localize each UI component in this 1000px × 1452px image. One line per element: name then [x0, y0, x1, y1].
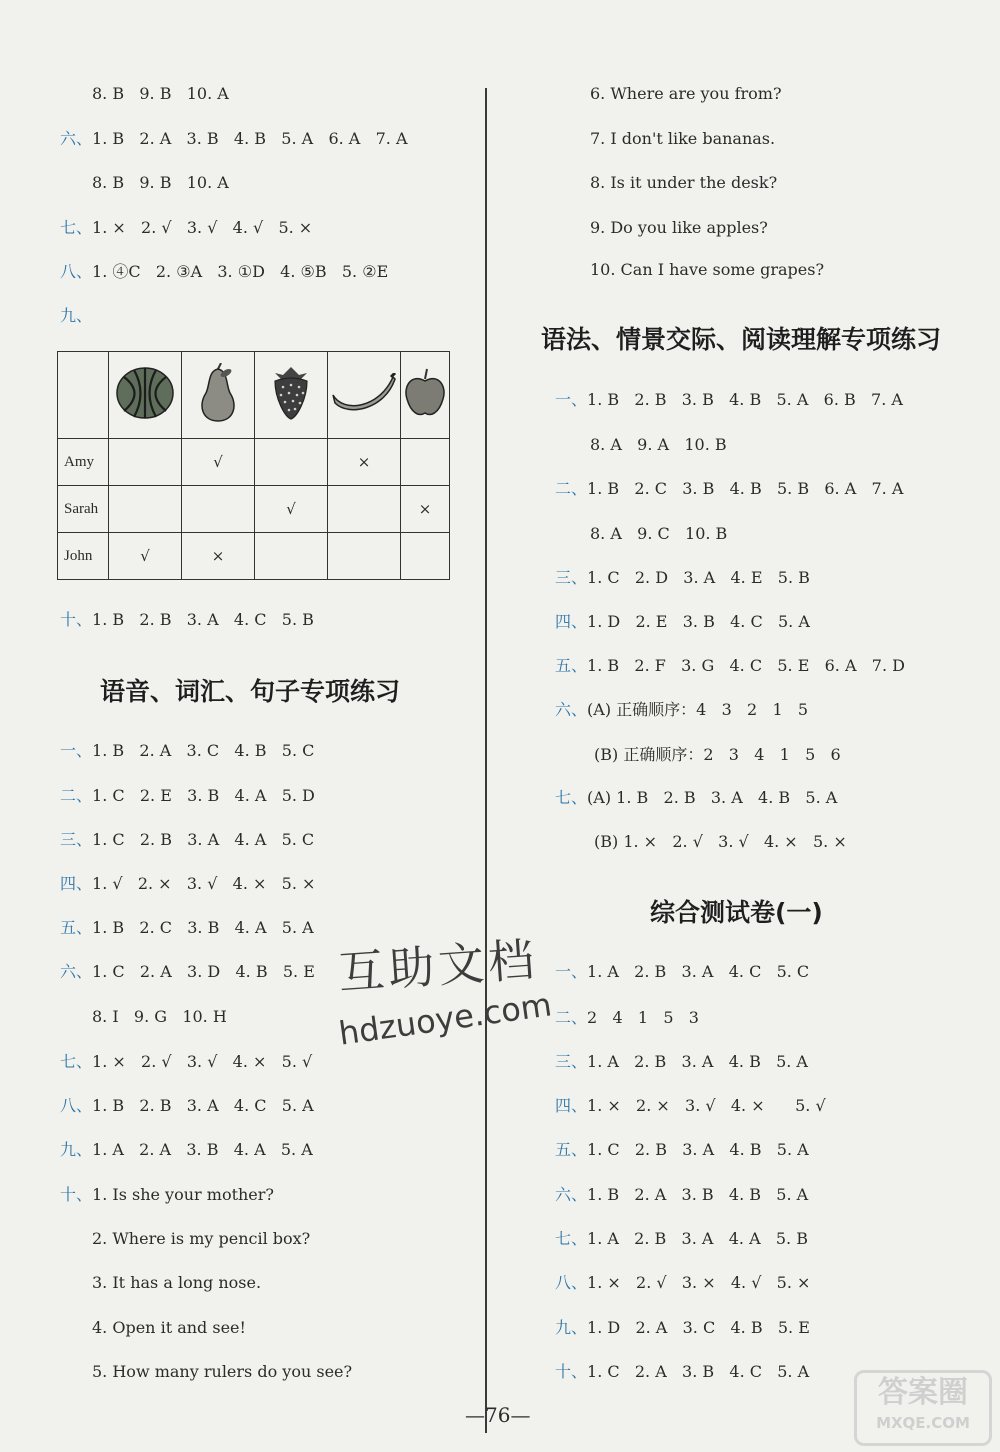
mark-cell: [109, 439, 182, 486]
answer-text: 1. B 2. B 3. A 4. C 5. B: [92, 610, 314, 629]
fruit-table-row: [58, 486, 450, 533]
answer-text: 8. Is it under the desk?: [590, 173, 778, 192]
answer-line: [60, 786, 315, 806]
question-number: 一、: [555, 962, 588, 981]
banana-icon: [328, 352, 401, 439]
answer-line: [590, 435, 727, 455]
answer-line: [555, 1185, 808, 1205]
mark-cell: [401, 439, 450, 486]
question-number: 七、: [60, 1052, 93, 1071]
answer-text: 1. B 2. C 3. B 4. A 5. A: [92, 918, 314, 937]
question-number: 十、: [60, 1185, 93, 1204]
question-number: 六、: [60, 962, 93, 981]
row-name: John: [58, 533, 109, 580]
answer-line: [590, 129, 775, 149]
answer-line: [60, 306, 92, 326]
question-number: 四、: [60, 874, 93, 893]
mark-cell: [328, 533, 401, 580]
mark-cell: [401, 533, 450, 580]
answer-line: [590, 84, 782, 104]
answer-line: [92, 1362, 352, 1382]
row-name: Sarah: [58, 486, 109, 533]
answer-text: 1. B 2. C 3. B 4. B 5. B 6. A 7. A: [587, 479, 904, 498]
answer-line: [60, 962, 315, 982]
answer-line: [92, 1007, 227, 1027]
question-number: 六、: [555, 700, 588, 719]
pear-icon: [182, 352, 255, 439]
fruit-table-header-row: [58, 352, 450, 439]
watermark-chinese: 互助文档: [336, 932, 540, 1000]
answer-text: 2 4 1 5 3: [587, 1008, 699, 1027]
answer-line: [60, 918, 314, 938]
answer-text: 1. B 2. B 3. B 4. B 5. A 6. B 7. A: [587, 390, 903, 409]
question-number: 五、: [555, 656, 588, 675]
answer-line: [590, 173, 777, 193]
question-number: 三、: [555, 568, 588, 587]
answer-line: [590, 524, 727, 544]
answer-line: [60, 129, 408, 149]
answer-line: [555, 612, 810, 632]
answer-text: 9. Do you like apples?: [590, 218, 768, 237]
question-number: 三、: [60, 830, 93, 849]
mark-cell: ×: [328, 439, 401, 486]
site-stamp: [854, 1370, 992, 1446]
answer-text: 10. Can I have some grapes?: [590, 260, 825, 279]
question-number: 九、: [60, 306, 93, 325]
question-number: 一、: [60, 741, 93, 760]
apple-icon: [401, 352, 450, 439]
answer-line: [555, 1318, 810, 1338]
answer-line: [60, 218, 312, 238]
answer-text: 1. B 2. A 3. C 4. B 5. C: [92, 741, 315, 760]
answer-line: [555, 1229, 808, 1249]
question-number: 七、: [555, 1229, 588, 1248]
answer-text: 1. A 2. B 3. A 4. B 5. A: [587, 1052, 808, 1071]
answer-text: 1. × 2. √ 3. √ 4. √ 5. ×: [92, 218, 313, 237]
answer-text: 1. ④C 2. ③A 3. ①D 4. ⑤B 5. ②E: [92, 262, 389, 281]
answer-text: 1. A 2. B 3. A 4. C 5. C: [587, 962, 810, 981]
answer-line: [60, 1096, 314, 1116]
question-number: 八、: [60, 1096, 93, 1115]
answer-text: 1. C 2. E 3. B 4. A 5. D: [92, 786, 315, 805]
question-number: 七、: [555, 788, 588, 807]
answer-text: 4. Open it and see!: [92, 1318, 246, 1337]
strawberry-icon: [255, 352, 328, 439]
question-number: 八、: [60, 262, 93, 281]
answer-line: [555, 479, 903, 499]
question-number: 四、: [555, 612, 588, 631]
answer-line: [555, 1008, 699, 1028]
page-number: —76—: [465, 1403, 531, 1427]
mark-cell: ×: [182, 533, 255, 580]
answer-text: 1. C 2. B 3. A 4. B 5. A: [587, 1140, 809, 1159]
answer-line: [555, 1273, 810, 1293]
answer-text: 1. C 2. A 3. D 4. B 5. E: [92, 962, 315, 981]
answer-text: 1. A 2. B 3. A 4. A 5. B: [587, 1229, 808, 1248]
mark-cell: ×: [401, 486, 450, 533]
answer-line: [555, 962, 809, 982]
answer-line: [92, 1273, 261, 1293]
answer-text: 1. D 2. A 3. C 4. B 5. E: [587, 1318, 810, 1337]
answer-text: 1. C 2. D 3. A 4. E 5. B: [587, 568, 810, 587]
answer-text: 1. C 2. A 3. B 4. C 5. A: [587, 1362, 810, 1381]
answer-text: 1. D 2. E 3. B 4. C 5. A: [587, 612, 810, 631]
answer-text: 1. × 2. √ 3. × 4. √ 5. ×: [587, 1273, 811, 1292]
answer-line: [60, 610, 314, 630]
stamp-title: 答案圈: [878, 1375, 968, 1410]
watermark-url: hdzuoye.com: [336, 985, 554, 1053]
mark-cell: √: [255, 486, 328, 533]
stamp-url: MXQE.COM: [876, 1414, 970, 1432]
question-number: 三、: [555, 1052, 588, 1071]
question-number: 五、: [60, 918, 93, 937]
answer-line: [92, 84, 229, 104]
answer-line: [60, 262, 388, 282]
answer-text: 2. Where is my pencil box?: [92, 1229, 311, 1248]
answer-text: 1. B 2. B 3. A 4. C 5. A: [92, 1096, 314, 1115]
answer-line: [555, 788, 837, 808]
answer-text: 1. B 2. A 3. B 4. B 5. A: [587, 1185, 809, 1204]
answer-line: [92, 173, 229, 193]
answer-text: 1. Is she your mother?: [92, 1185, 274, 1204]
answer-line: [60, 830, 314, 850]
question-number: 十、: [60, 610, 93, 629]
fruit-table-row: [58, 439, 450, 486]
answer-line: [92, 1318, 246, 1338]
answer-line: [555, 700, 808, 720]
fruit-table-row: [58, 533, 450, 580]
section-heading-speech-vocab: 语音、词汇、句子专项练习: [100, 677, 401, 706]
answer-line: [92, 1229, 310, 1249]
section-heading-grammar-reading: 语法、情景交际、阅读理解专项练习: [541, 325, 942, 354]
answer-line: [555, 1362, 809, 1382]
mark-cell: [182, 486, 255, 533]
row-name: Amy: [58, 439, 109, 486]
question-number: 二、: [60, 786, 93, 805]
question-number: 五、: [555, 1140, 588, 1159]
column-divider: [485, 88, 487, 1433]
answer-line: [60, 874, 315, 894]
answer-text: 1. √ 2. × 3. √ 4. × 5. ×: [92, 874, 316, 893]
fruit-table: [57, 351, 450, 580]
answer-line: [555, 1096, 826, 1116]
answer-text: (A) 1. B 2. B 3. A 4. B 5. A: [587, 788, 838, 807]
answer-text: (B) 正确顺序：2 3 4 1 5 6: [594, 745, 841, 764]
answer-text: 8. A 9. A 10. B: [590, 435, 727, 454]
question-number: 六、: [555, 1185, 588, 1204]
answer-text: 8. B 9. B 10. A: [92, 173, 229, 192]
answer-line: [555, 1052, 808, 1072]
question-number: 九、: [555, 1318, 588, 1337]
answer-text: 1. C 2. B 3. A 4. A 5. C: [92, 830, 315, 849]
mark-cell: [255, 439, 328, 486]
question-number: 八、: [555, 1273, 588, 1292]
answer-line: [555, 568, 810, 588]
watermelon-icon: [109, 352, 182, 439]
answer-text: 6. Where are you from?: [590, 84, 782, 103]
answer-line: [594, 745, 841, 765]
answer-text: (A) 正确顺序：4 3 2 1 5: [587, 700, 809, 719]
question-number: 六、: [60, 129, 93, 148]
question-number: 二、: [555, 1008, 588, 1027]
mark-cell: [255, 533, 328, 580]
answer-line: [60, 1140, 313, 1160]
answer-text: 1. × 2. × 3. √ 4. × 5. √: [587, 1096, 826, 1115]
question-number: 一、: [555, 390, 588, 409]
answer-text: 5. How many rulers do you see?: [92, 1362, 353, 1381]
answer-line: [594, 832, 847, 852]
answer-line: [60, 741, 314, 761]
answer-text: 8. A 9. C 10. B: [590, 524, 728, 543]
answer-text: 7. I don't like bananas.: [590, 129, 776, 148]
mark-cell: [109, 486, 182, 533]
answer-line: [555, 390, 903, 410]
answer-text: 3. It has a long nose.: [92, 1273, 262, 1292]
answer-text: 1. A 2. A 3. B 4. A 5. A: [92, 1140, 313, 1159]
answer-line: [555, 1140, 809, 1160]
section-heading-test-one: 综合测试卷(一): [650, 898, 823, 927]
answer-text: 1. × 2. √ 3. √ 4. × 5. √: [92, 1052, 313, 1071]
question-number: 七、: [60, 218, 93, 237]
mark-cell: √: [182, 439, 255, 486]
fruit-table-corner-cell: [58, 352, 109, 439]
answer-text: 1. B 2. A 3. B 4. B 5. A 6. A 7. A: [92, 129, 408, 148]
answer-text: 1. B 2. F 3. G 4. C 5. E 6. A 7. D: [587, 656, 905, 675]
question-number: 九、: [60, 1140, 93, 1159]
mark-cell: [328, 486, 401, 533]
answer-text: 8. I 9. G 10. H: [92, 1007, 227, 1026]
answer-line: [60, 1052, 312, 1072]
answer-line: [60, 1185, 274, 1205]
answer-line: [590, 218, 768, 238]
question-number: 十、: [555, 1362, 588, 1381]
answer-text: (B) 1. × 2. √ 3. √ 4. × 5. ×: [594, 832, 847, 851]
question-number: 四、: [555, 1096, 588, 1115]
question-number: 二、: [555, 479, 588, 498]
answer-text: 8. B 9. B 10. A: [92, 84, 229, 103]
mark-cell: √: [109, 533, 182, 580]
answer-line: [555, 656, 905, 676]
answer-line: [590, 260, 824, 280]
